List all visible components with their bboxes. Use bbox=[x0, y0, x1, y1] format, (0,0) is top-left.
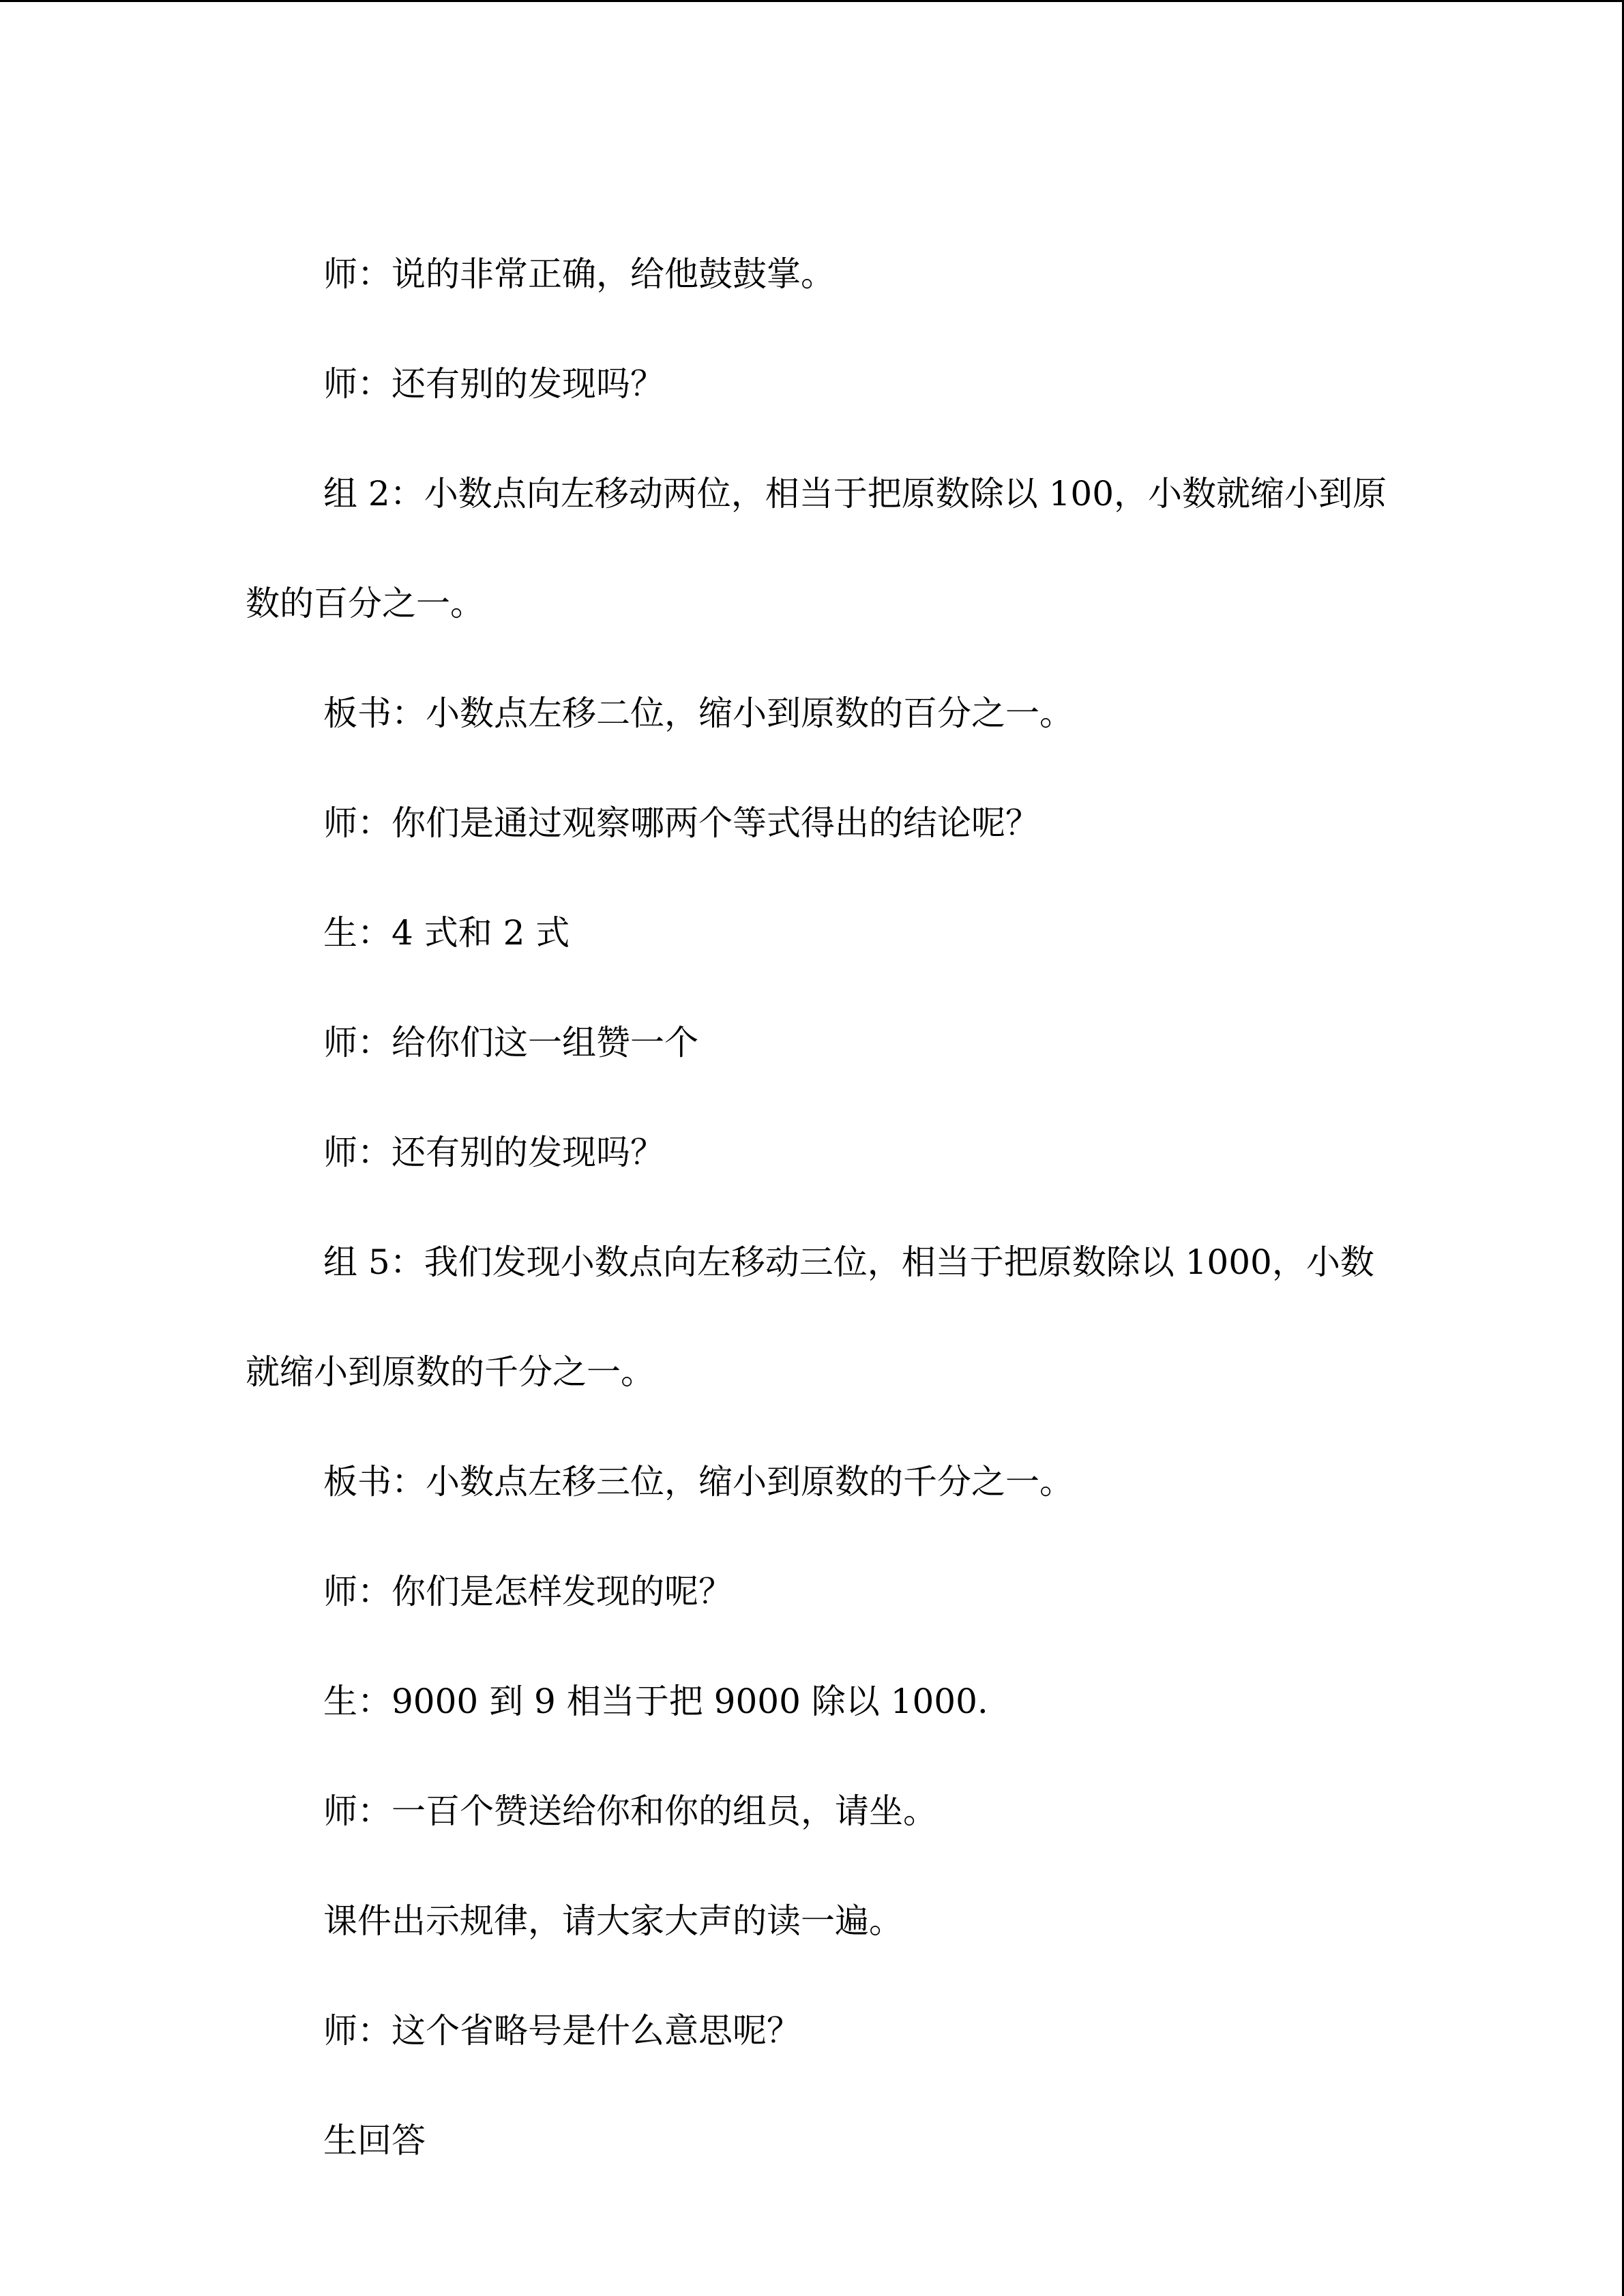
paragraph: 师：你们是通过观察哪两个等式得出的结论呢？ bbox=[323, 803, 1039, 843]
paragraph: 师：一百个赞送给你和你的组员，请坐。 bbox=[323, 1791, 937, 1831]
paragraph: 师：还有别的发现吗？ bbox=[323, 364, 664, 404]
paragraph: 生回答 bbox=[323, 2121, 426, 2160]
document-body bbox=[246, 220, 1405, 2196]
paragraph: 师：说的非常正确，给他鼓鼓掌。 bbox=[323, 254, 835, 294]
paragraph: 生：9000 到 9 相当于把 9000 除以 1000. bbox=[323, 1682, 988, 1721]
paragraph: 师：这个省略号是什么意思呢？ bbox=[323, 2011, 801, 2051]
paragraph: 板书：小数点左移三位，缩小到原数的千分之一。 bbox=[323, 1462, 1074, 1502]
paragraph: 生：4 式和 2 式 bbox=[323, 913, 570, 953]
paragraph: 师：还有别的发现吗？ bbox=[323, 1133, 664, 1172]
paragraph: 课件出示规律，请大家大声的读一遍。 bbox=[323, 1901, 903, 1941]
paragraph: 板书：小数点左移二位，缩小到原数的百分之一。 bbox=[323, 694, 1074, 733]
paragraph: 师：给你们这一组赞一个 bbox=[323, 1023, 698, 1062]
paragraph: 组 5：我们发现小数点向左移动三位，相当于把原数除以 1000，小数就缩小到原数的千分之一。 bbox=[246, 1242, 1374, 1392]
paragraph: 师：你们是怎样发现的呢？ bbox=[323, 1572, 733, 1611]
paragraph: 组 2：小数点向左移动两位，相当于把原数除以 100，小数就缩小到原数的百分之一。 bbox=[246, 474, 1387, 623]
